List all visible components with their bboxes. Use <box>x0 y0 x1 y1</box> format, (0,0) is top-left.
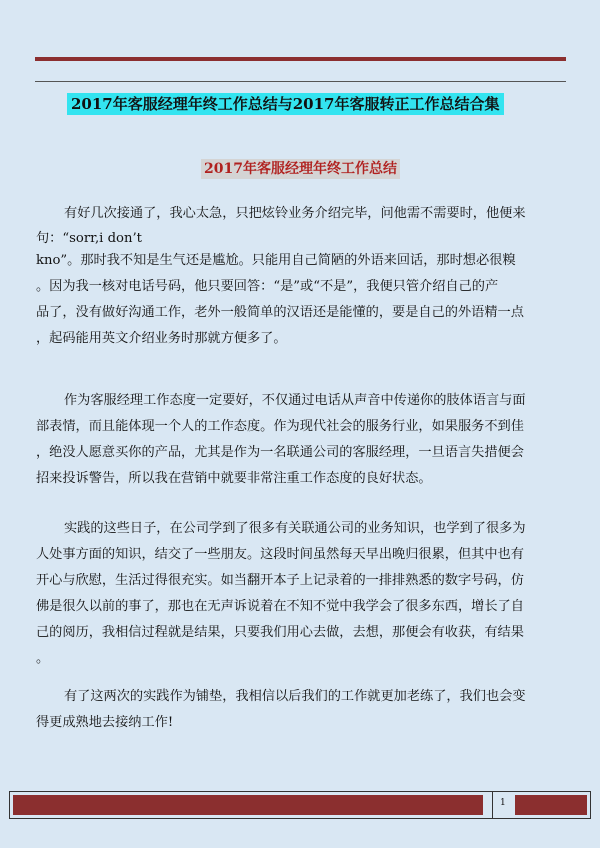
paragraph-line: 己的阅历，我相信过程就是结果，只要我们用心去做，去想，那便会有收获，有结果 <box>36 625 524 640</box>
paragraph-line: 品了，没有做好沟通工作，老外一般简单的汉语还是能懂的，要是自己的外语精一点 <box>36 305 524 320</box>
paragraph-line: 佛是很久以前的事了，那也在无声诉说着在不知不觉中我学会了很多东西，增长了自 <box>36 599 524 614</box>
paragraph-line: 部表情，而且能体现一个人的工作态度。作为现代社会的服务行业，如果服务不到佳 <box>36 419 524 434</box>
paragraph-line: 句：“sorr,i don’t <box>36 231 142 246</box>
document-title: 2017年客服经理年终工作总结与2017年客服转正工作总结合集 <box>67 93 504 115</box>
paragraph-line: 招来投诉警告，所以我在营销中就要非常注重工作态度的良好状态。 <box>36 471 432 486</box>
paragraph-line: 。 <box>36 651 50 666</box>
footer-accent-left <box>13 795 483 815</box>
footer-accent-right <box>515 795 587 815</box>
section-title: 2017年客服经理年终工作总结 <box>201 159 400 179</box>
page-footer <box>9 791 591 819</box>
paragraph-line: ，起码能用英文介绍业务时那就方便多了。 <box>36 331 287 346</box>
header-accent-bar <box>35 57 566 61</box>
paragraph-line: 实践的这些日子，在公司学到了很多有关联通公司的业务知识，也学到了很多为 <box>64 521 526 536</box>
paragraph-line: 有了这两次的实践作为铺垫，我相信以后我们的工作就更加老练了，我们也会变 <box>64 689 526 704</box>
paragraph-line: 有好几次接通了，我心太急，只把炫铃业务介绍完毕，问他需不需要时，他便来 <box>64 206 526 221</box>
paragraph-line: kno”。那时我不知是生气还是尴尬。只能用自己简陋的外语来回话，那时想必很糗 <box>36 253 516 268</box>
page-number: 1 <box>500 798 506 808</box>
header-divider <box>35 81 566 82</box>
paragraph-line: 得更成熟地去接纳工作! <box>36 715 174 730</box>
paragraph-line: 人处事方面的知识，结交了一些朋友。这段时间虽然每天早出晚归很累，但其中也有 <box>36 547 524 562</box>
paragraph-line: 。因为我一核对电话号码，他只要回答：“是”或“不是”，我便只管介绍自己的产 <box>36 279 499 294</box>
paragraph-line: 作为客服经理工作态度一定要好，不仅通过电话从声音中传递你的肢体语言与面 <box>64 393 526 408</box>
footer-divider <box>492 792 493 818</box>
paragraph-line: ，绝没人愿意买你的产品，尤其是作为一名联通公司的客服经理，一旦语言失措便会 <box>36 445 524 460</box>
paragraph-line: 开心与欣慰，生活过得很充实。如当翻开本子上记录着的一排排熟悉的数字号码，仿 <box>36 573 524 588</box>
